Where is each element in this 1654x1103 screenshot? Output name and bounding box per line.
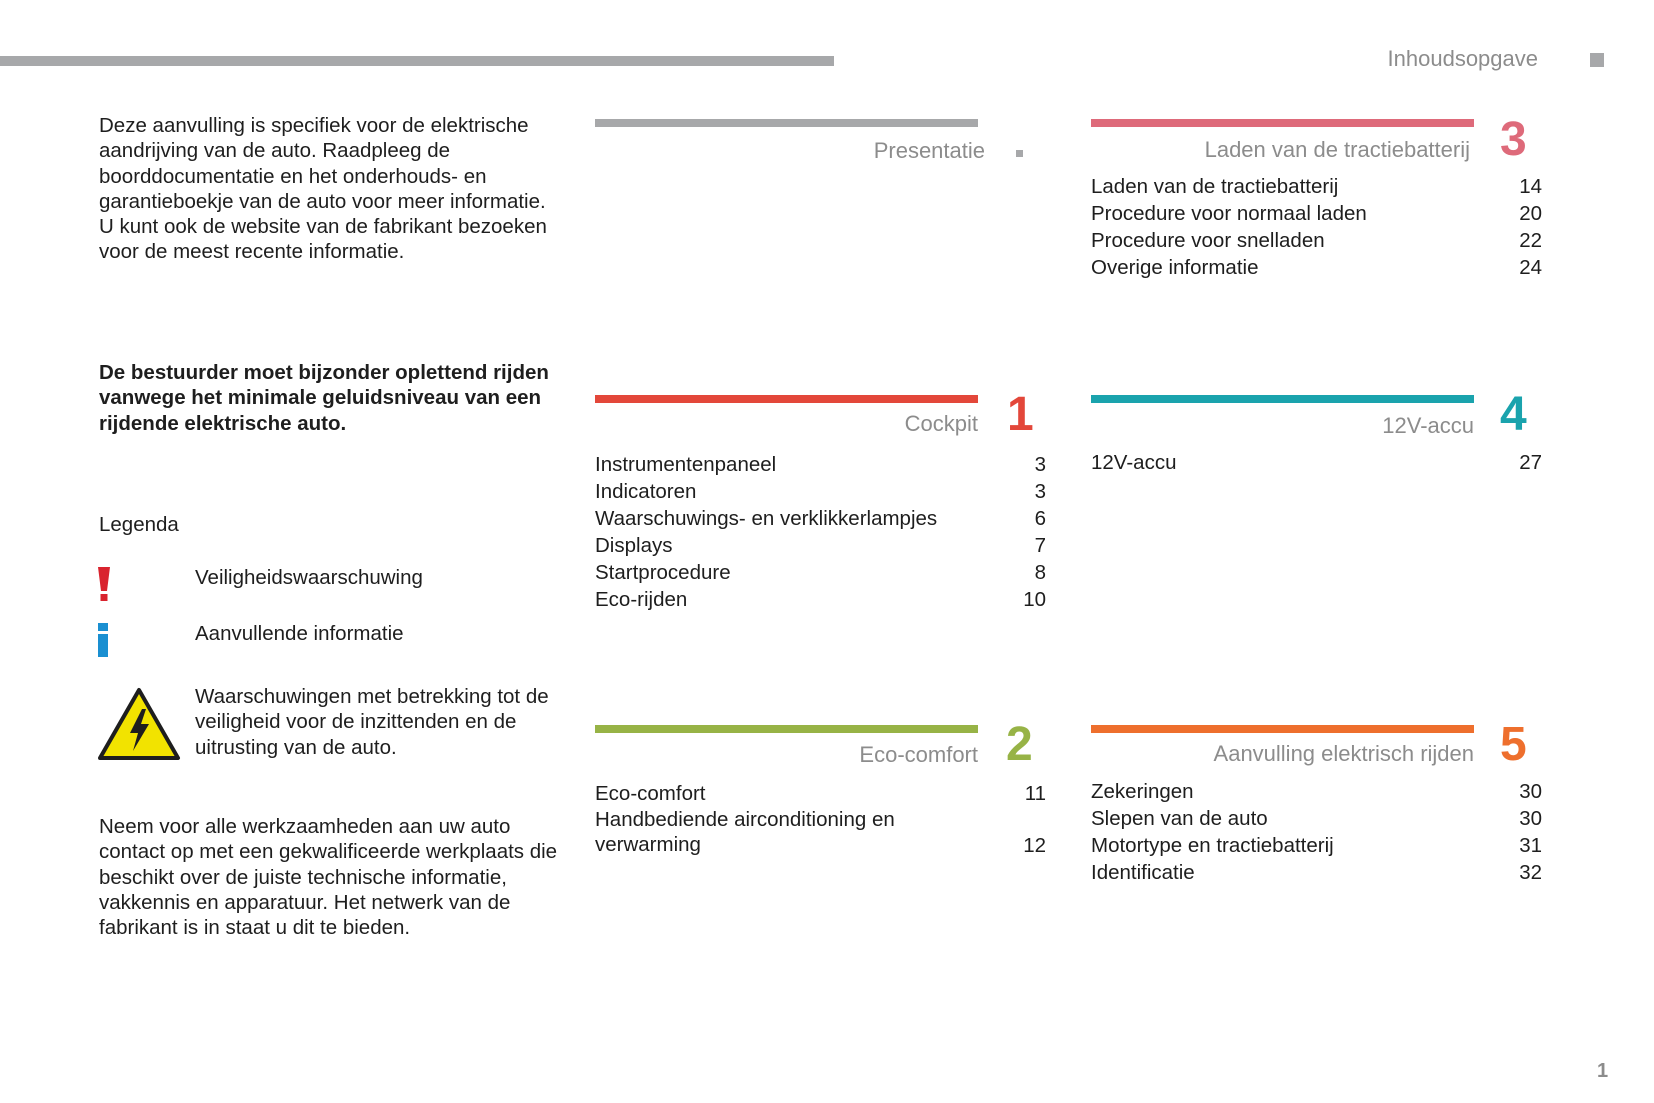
section-number-3: 3 [1500, 113, 1527, 166]
toc-entry-page: 3 [1034, 480, 1046, 503]
toc-entry[interactable] [595, 780, 1046, 807]
toc-entry-label: Overige informatie [1091, 256, 1259, 279]
section-title-eco-comfort: Eco-comfort [859, 742, 978, 767]
workshop-paragraph: Neem voor alle werkzaamheden aan uw auto contact op met een gekwalificeerde werkplaats die beschikt over de juiste technische informatie, vakkennis en apparatuur. Het netwerk van de fabrikant is in staat u dit te bieden. [99, 815, 558, 940]
exclamation-icon [97, 565, 111, 603]
toc-entry-label: Slepen van de auto [1091, 807, 1268, 830]
toc-entry-page: 12 [1023, 834, 1046, 857]
toc-list-laden [1091, 173, 1542, 281]
toc-entry-label: 12V-accu [1091, 451, 1177, 474]
driver-warning: De bestuurder moet bijzonder oplettend rijden vanwege het minimale geluidsniveau van een rijdende elektrische auto. [99, 361, 549, 435]
legend-title: Legenda [99, 513, 179, 536]
toc-entry-label: Motortype en tractiebatterij [1091, 834, 1334, 857]
legend-item-high-voltage: Waarschuwingen met betrekking tot de veiligheid voor de inzittenden en de uitrusting van de auto. [195, 685, 549, 759]
section-bar-eco-comfort [595, 725, 978, 733]
section-title-cockpit: Cockpit [904, 411, 978, 436]
toc-entry[interactable] [595, 505, 1046, 532]
toc-entry-label: Waarschuwings- en verklikkerlampjes [595, 507, 938, 530]
toc-entry-label: Startprocedure [595, 561, 731, 584]
toc-entry[interactable] [1091, 227, 1542, 254]
legend-item-info: Aanvullende informatie [195, 622, 404, 645]
toc-entry[interactable] [1091, 859, 1542, 886]
toc-entry[interactable] [1091, 173, 1542, 200]
toc-entry-page: 24 [1519, 256, 1542, 279]
header-title: Inhoudsopgave [1387, 46, 1538, 71]
section-bar-aanvulling [1091, 725, 1474, 733]
legend-item-safety: Veiligheidswaarschuwing [195, 566, 423, 589]
toc-entry-label: Procedure voor snelladen [1091, 229, 1325, 252]
toc-entry-page: 30 [1519, 780, 1542, 803]
toc-entry-label: Eco-rijden [595, 588, 688, 611]
section-title-12v: 12V-accu [1382, 413, 1474, 438]
section-title-laden: Laden van de tractiebatterij [1204, 137, 1470, 162]
toc-list-eco-comfort [595, 780, 1046, 858]
toc-entry[interactable] [595, 478, 1046, 505]
toc-entry-page: 11 [1024, 782, 1046, 805]
toc-entry[interactable] [1091, 254, 1542, 281]
toc-entry-page: 6 [1034, 507, 1046, 530]
toc-entry-page: 8 [1034, 561, 1046, 584]
info-icon [97, 622, 109, 658]
intro-paragraph: Deze aanvulling is specifiek voor de elektrische aandrijving van de auto. Raadpleeg de boorddocumentatie en het onderhouds- en garantieboekje van de auto voor meer informatie. U kunt ook de website van de fabrikant bezoeken voor de meest recente informatie. [99, 114, 547, 264]
section-number-2: 2 [1006, 718, 1033, 771]
toc-entry[interactable] [595, 586, 1046, 613]
toc-list-aanvulling [1091, 778, 1542, 886]
toc-entry-label: Displays [595, 534, 673, 557]
toc-entry-label: Identificatie [1091, 861, 1195, 884]
section-title-aanvulling: Aanvulling elektrisch rijden [1213, 741, 1474, 766]
toc-entry-page: 10 [1023, 588, 1046, 611]
toc-entry-label: Indicatoren [595, 480, 697, 503]
toc-entry[interactable] [595, 451, 1046, 478]
toc-entry[interactable] [1091, 200, 1542, 227]
toc-entry-page: 22 [1519, 229, 1542, 252]
toc-entry-label: Instrumentenpaneel [595, 453, 777, 476]
toc-list-12v [1091, 449, 1542, 476]
toc-entry-page: 20 [1519, 202, 1542, 225]
toc-entry[interactable] [595, 532, 1046, 559]
presentatie-square-icon [1016, 150, 1023, 157]
section-number-4: 4 [1500, 388, 1527, 441]
header-bar [0, 56, 834, 66]
toc-entry[interactable] [1091, 778, 1542, 805]
toc-entry[interactable] [595, 559, 1046, 586]
section-bar-cockpit [595, 395, 978, 403]
toc-entry-label: Laden van de tractiebatterij [1091, 175, 1339, 198]
header-square-icon [1590, 53, 1604, 67]
section-bar-laden [1091, 119, 1474, 127]
toc-entry-page: 14 [1519, 175, 1542, 198]
toc-entry-page: 32 [1519, 861, 1542, 884]
high-voltage-icon [97, 687, 181, 761]
section-number-1: 1 [1007, 388, 1034, 441]
toc-entry[interactable] [595, 807, 1046, 858]
toc-entry-label: Procedure voor normaal laden [1091, 202, 1367, 225]
toc-entry-page: 3 [1034, 453, 1046, 476]
toc-entry[interactable] [1091, 832, 1542, 859]
section-bar-presentatie [595, 119, 978, 127]
section-title-presentatie: Presentatie [873, 138, 985, 163]
section-number-5: 5 [1500, 718, 1527, 771]
toc-entry-page: 27 [1519, 451, 1542, 474]
toc-entry-label: Handbediende airconditioning en verwarming [595, 808, 895, 856]
toc-entry-page: 30 [1519, 807, 1542, 830]
toc-list-cockpit [595, 451, 1046, 613]
page-number: 1 [1597, 1060, 1609, 1082]
section-bar-12v [1091, 395, 1474, 403]
toc-entry-label: Eco-comfort [595, 782, 706, 805]
toc-entry-page: 7 [1034, 534, 1046, 557]
toc-entry[interactable] [1091, 449, 1542, 476]
toc-entry-page: 31 [1519, 834, 1542, 857]
toc-entry[interactable] [1091, 805, 1542, 832]
toc-entry-label: Zekeringen [1091, 780, 1194, 803]
